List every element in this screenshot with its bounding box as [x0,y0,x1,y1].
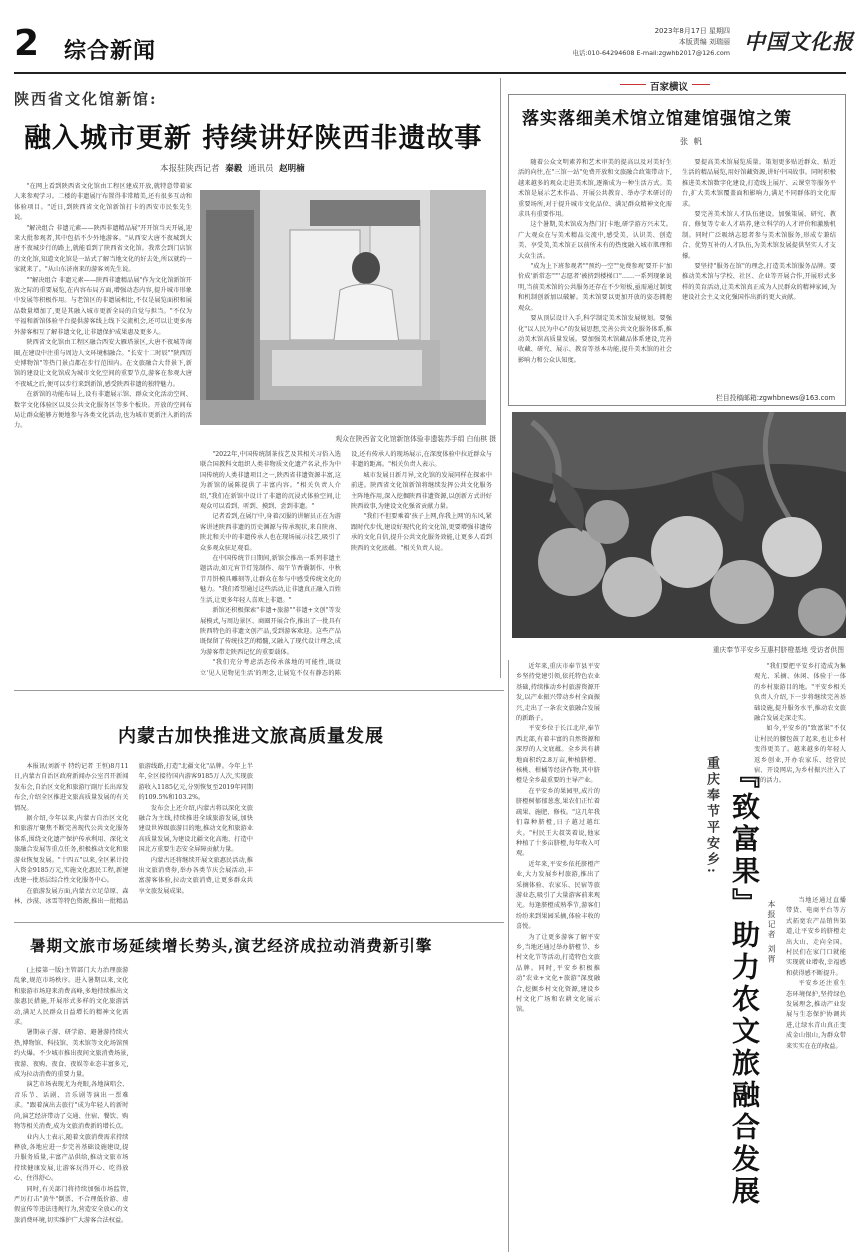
cq-kicker: 重庆奉节平安乡: [704,756,719,876]
newspaper-logo: 中国文化报 [744,29,854,54]
correspondent-name: 赵明楠 [279,164,305,174]
paragraph: 据介绍,今年以来,内蒙古自治区文化和旅游厅聚焦不断完善现代公共文化服务体系,围绕文化遗产保护传承利用、深化文旅融合发展等重点任务,积极推动文化和旅游业恢复发展。"十四五"以来,全区累计投入资金9185万元,实施文化惠民工程,新建改建一批基层综合性文化服务中心。 [14,815,129,885]
commentary-body [518,158,836,386]
cq-body-left [516,662,694,1252]
lead-kicker: 陕西省文化馆新馆: [14,90,158,108]
paragraph: 城市发展日新月异,文化馆的发展同样在探索中前进。陕西省文化馆新馆将继续发挥公共文化服务主阵地作用,深入挖掘陕西非遗资源,以创新方式讲好陕西故事,为建设文化强省贡献力量。 [351,471,492,511]
lead-body-bottom [200,450,492,686]
paragraph: 新馆还积极探索"非遗+旅游""非遗+文创"等发展模式,与周边景区、商圈开展合作,推出了一批具有陕西特色的非遗文创产品,受到游客欢迎。这些产品既保留了传统技艺的精髓,又融入了现代设计理念,成为游客带走陕西记忆的重要载体。 [200,607,341,656]
paragraph: 记者看到,在展厅中,身着汉服的讲解员正在为游客讲述陕西非遗的历史渊源与传承现状,来自陕南、陕北和关中的非遗传承人也在现场展示技艺,吸引了众多观众驻足观看。 [200,513,341,552]
cq-photo-illustration [512,412,846,638]
paragraph: 要从顶层设计入手,科学制定美术馆发展规划。要强化"以人民为中心"的发展思想,完善公共文化服务体系,推动美术馆高质量发展。要加强美术馆藏品体系建设,完善收藏、研究、展示、教育等基本功能,提升美术馆的社会影响力和公众认知度。 [518,315,672,364]
section-title: 综合新闻 [64,38,157,64]
cq-photo-caption: 重庆奉节平安乡互惠村脐橙基地 受访者供图 [712,646,844,654]
paragraph: 平安乡位于长江北岸,奉节西北部,有着丰富的自然资源和深厚的人文底蕴。全乡共有耕地面积约2.8万亩,种植脐橙、核桃、柑橘等经济作物,其中脐橙是全乡最重要的主导产业。 [516,725,600,785]
summer-headline: 暑期文旅市场延续增长势头,演艺经济成拉动消费新引擎 [30,936,433,955]
paragraph: 近年来,平安乡依托脐橙产业,大力发展乡村旅游,推出了采摘体验、农家乐、民宿等旅游业态,吸引了大量游客前来观光。每逢脐橙成熟季节,游客们纷纷来到果园采摘,体验丰收的喜悦。 [516,860,600,931]
paragraph: "解决组合 非遗元素——陕西非遗精品展"开开馆当天开展,迎来大批参观者,其中包括不少外地游客。"从西安大唐不夜城到大唐不夜城步行的路上,就能看到了陕西省文化馆。我常会到门店馆的文化馆,知道文化馆是一站式了解当地文化的好去处,所以就约一家就来了。"从山东济南来的游客刘先生说。 [14,224,192,274]
lead-body-left [14,182,192,686]
commentary-tag: 百家横议 [646,79,692,93]
section-divider-1 [14,690,504,691]
cq-headline: 『致富果』助力农文旅融合发展 [728,760,761,1208]
cq-byline: 本报记者 刘胥 [767,900,776,965]
contact-line: 电话:010-64294608 E-mail:zgwhb2017@126.com [572,49,730,57]
editor-line: 本版责编 刘瑞丽 [678,38,730,46]
commentary-footer: 栏目投稿邮箱:zgwhbnews@163.com [716,394,836,402]
byline-prefix: 本报驻陕西记者 [160,164,220,174]
cq-body-right [754,662,846,892]
cq-body-right-bottom [786,896,846,1252]
paragraph: "我们不但要乘着'孩子上网,你我上网'的东风,紧跟时代步伐,建设好现代化的文化馆,更要增强非遗传承的文化自信,提升公共文化服务效能,让更多人看到陕西的文化底蕴。"相关负责人说。 [351,513,492,552]
paragraph: 要坚持"服务在馆"的理念,打造美术馆服务品牌。要推动美术馆与学校、社区、企业等开展合作,开展形式多样的美育活动,让美术馆真正成为人民群众的精神家园,为建设社会主义文化强国作出新的更大贡献。 [682,263,836,302]
paragraph: 这个暑期,美术馆成为热门打卡地,研学游方兴未艾。广大观众在与美术精品交流中,感受美、认识美、创造美、享受美,美术馆正以前所未有的热度融入城市肌理和大众生活。 [518,221,672,260]
commentary-headline: 落实落细美术馆立馆建馆强馆之策 [522,109,792,129]
paragraph: 业内人士表示,随着文旅消费需求持续释放,各地应进一步完善基础设施建设,提升服务质量,丰富产品供给,推动文旅市场持续健康发展,让游客玩得开心、吃得放心、住得舒心。 [14,1133,129,1183]
paragraph: 本报讯(刘新平 特约记者 王恒)8月11日,内蒙古自治区政府新闻办公室召开新闻发布会,自治区文化和旅游厅副厅长出席发布会,介绍全区推进文旅高质量发展的有关情况。 [14,763,129,812]
paragraph: 在平安乡的果园里,成片的脐橙树郁郁葱葱,果农们正忙着疏果、施肥、修枝。"这几年我们靠种脐橙,日子越过越红火。"村民王大叔笑着说,他家种植了十多亩脐橙,每年收入可观。 [516,787,600,858]
date-line: 2023年8月17日 星期四 [654,27,730,35]
cq-photo [512,412,846,638]
column-divider-bottom [508,660,509,1252]
commentary-author: 张帆 [680,137,708,146]
paragraph: 随着公众文明素养和艺术审美的提高以及对美好生活的向往,在"三馆一站"免费开放和文旅融合政策带动下,越来越多的观众走进美术馆,逐渐成为一种生活方式。美术馆是展示艺术作品、开展公共教育、举办学术研讨的重要场所,对于提升城市文化品位、满足群众精神文化需求具有重要作用。 [518,159,672,219]
lead-photo [200,190,486,425]
paragraph: 在中国传统节日期间,新馆会推出一系列非遗主题活动,如元宵节灯笼制作、端午节香囊制作、中秋节月饼模具雕刻等,让群众在参与中感受传统文化的魅力。"我们希望通过这些活动,让非遗真正融入百姓生活,让更多年轻人喜欢上非遗。" [200,555,341,604]
masthead-meta [560,26,730,59]
header-rule [14,72,846,74]
paragraph: "我们要把平安乡打造成为集观光、采摘、休闲、体验于一体的乡村旅游目的地。"平安乡相关负责人介绍,下一步将继续完善基础设施,提升服务水平,推动农文旅融合发展走深走实。 [754,663,846,723]
paragraph: 同时,有关部门将持续加强市场监管,严厉打击"黄牛"倒票、不合理低价游、虚假宣传等违法违规行为,营造安全放心的文旅消费环境,切实维护广大游客合法权益。 [14,1185,129,1224]
paragraph: 暑期亲子游、研学游、避暑游持续火热,博物馆、科技馆、美术馆等文化场馆预约火爆。不少城市推出夜间文旅消费场景,夜游、夜购、夜食、夜娱等业态丰富多元,成为拉动消费的重要力量。 [14,1029,129,1079]
paragraph: "我们充分考虑活态传承落地的可能性,既设立'见人见物见生活'的理念,让展览不仅有静态的陈设,还有传承人的现场展示,在深度体验中拉近群众与非遗的距离。"相关负责人表示。 [200,451,492,677]
lead-byline [160,162,308,174]
paragraph: (上接第一版)主管部门大力治理旅游乱象,规范市场秩序。进入暑期以来,文化和旅游市场迎来消费高峰,多地持续推出文旅惠民措施,开展形式多样的文化旅游活动,满足人民群众日益增长的精神文化需求。 [14,967,129,1027]
section-divider-2 [14,922,504,923]
nmg-headline: 内蒙古加快推进文旅高质量发展 [118,726,384,747]
paragraph: 如今,平安乡的"致富果"不仅让村民的腰包鼓了起来,也让乡村变得更美了。越来越多的年轻人返乡创业,开办农家乐、经营民宿、开设网店,为乡村振兴注入了新的活力。 [754,725,846,785]
paragraph: 要提高美术馆展览质量。策划更多贴近群众、贴近生活的精品展览,用好馆藏资源,讲好中国故事。同时积极推进美术馆数字化建设,打造线上展厅、云课堂等服务平台,扩大美术馆覆盖面和影响力,满足不同群体的文化需求。 [682,159,836,208]
paragraph: 当地还通过直播带货、电商平台等方式拓宽农产品销售渠道,让平安乡的脐橙走出大山、走向全国。村民们在家门口就能实现就业增收,幸福感和获得感不断提升。 [786,897,846,977]
paragraph: "成为上下班参观者""预约一空""免费参观'要开卡'加价成'新常态'""'志愿者'被挤到楼梯口"……一系列现象说明,当前美术馆的公共服务还存在不少短板,亟需通过制度和机制创新加以破解。美术馆要以更加开放的姿态拥抱观众。 [518,263,672,312]
byline-mid: 通讯员 [247,164,274,174]
paragraph: 在旅游发展方面,内蒙古立足草原、森林、沙漠、冰雪等特色资源,推出一批精品旅游线路,打造"北疆文化"品牌。今年上半年,全区接待国内游客9185万人次,实现旅游收入1185亿元,分别恢复至2019年同期的109.5%和103.2%。 [14,763,253,906]
paragraph: 演艺市场表现尤为亮眼,各地演唱会、音乐节、话剧、音乐剧等演出一票难求。"跟着演出去旅行"成为年轻人的新时尚,演艺经济带动了交通、住宿、餐饮、购物等相关消费,成为文旅消费新的增长点。 [14,1081,129,1131]
paragraph: 要完善美术馆人才队伍建设。加强策展、研究、教育、修复等专业人才培养,建立科学的人才评价和激励机制。同时广泛吸纳志愿者参与美术馆服务,形成专兼结合、优势互补的人才队伍,为美术馆发展提供坚实人才支撑。 [682,211,836,260]
lead-photo-caption: 观众在陕西省文化馆新馆体验非遗装苏手绢 白仙棋 摄 [335,435,496,443]
paragraph: "在网上看到陕西省文化馆由工程区建成开放,就特意带着家人来参观学习。二楼的非遗展厅布置得非常精美,还有很多互动和体验项目。"近日,到陕西省文化馆新馆打卡的西安市民张先生说。 [14,183,192,222]
column-divider [500,78,501,678]
paragraph: 近年来,重庆市奉节县平安乡坚持党建引领,依托特色农业基础,持续推动乡村旅游资源开发,以产业振兴带动乡村全面振兴,走出了一条农文旅融合发展的新路子。 [516,663,600,723]
paragraph: 平安乡还注重生态环境保护,坚持绿色发展理念,推动产业发展与生态保护协调共进,让绿水青山真正变成金山银山,为群众带来实实在在的收益。 [786,980,846,1050]
paragraph: 陕西省文化馆由工程区融合西安大雁塔景区,大唐不夜城等商圈,在建设中注重与周边人文环境相融合。"长安十二时辰""陕西历史博物馆"等热门景点都在步行范围内。在文旅融合大背景下,新馆的建设让文化馆成为城市文化空间的重要节点,游客在参观大唐不夜城之后,便可以步行来到新馆,感受陕西非遗的独特魅力。 [14,339,192,388]
summer-body [14,966,502,1252]
paragraph: 为了让更多游客了解平安乡,当地还通过举办脐橙节、乡村文化节等活动,打造特色文旅品牌。同时,平安乡积极推动"农业+文化+旅游"深度融合,挖掘乡村文化资源,建设乡村文化广场和农耕文化展示馆。 [516,933,600,1014]
reporter-name: 秦毅 [225,164,243,174]
lead-headline: 融入城市更新 持续讲好陕西非遗故事 [24,123,483,154]
nmg-body [14,762,502,916]
page-number: 2 [14,23,40,64]
lead-photo-illustration [200,190,486,425]
paragraph: ""解决组合 非遗元素——陕西非遗精品展"作为文化馆新馆开放之际的重要展览,在内容布局方面,增强动态内容,提升城市形象中发展等积极作用。与老馆区的非遗展相比,不仅是展览面积和展品数量增加了,更是其融入城市更新全局的自觉与担当。"不仅为平福和新馆体验平台提供游客线上线下交流机会,还可以让更多海外游客相互了解非遗文化,让非遗保护成果惠及更多人。 [14,276,192,336]
paragraph: 在新馆的功能布局上,设有非遗展示馆、群众文化活动空间、数字文化体验区以及公共文化服务区等多个板块。开放的空间布局让群众能够方便地参与各类文化活动,也为城市更新注入新的活力。 [14,391,192,430]
paragraph: "2022年,中国传统制茶技艺及其相关习俗入选联合国教科文组织人类非物质文化遗产名录,作为中国传统的人类非遗项目之一,陕西省非遗资源丰富,这为新馆的展陈提供了丰富内容。"相关负责人介绍,"我们在新馆中设计了非遗的沉浸式体验空间,让观众可以看到、听到、摸到、尝到非遗。" [200,451,341,511]
paragraph: 内蒙古还将继续开展文旅惠民活动,推出文旅消费券,举办各类节庆会展活动,丰富游客体验,拉动文旅消费,让更多群众共享文旅发展成果。 [138,856,253,895]
paragraph: 发布会上还介绍,内蒙古将以深化文旅融合为主线,持续推进全域旅游发展,加快建设世界级旅游目的地,推动文化和旅游业高质量发展,为建设北疆文化高地、打造中国北方重要生态安全屏障贡献力量。 [138,804,253,854]
